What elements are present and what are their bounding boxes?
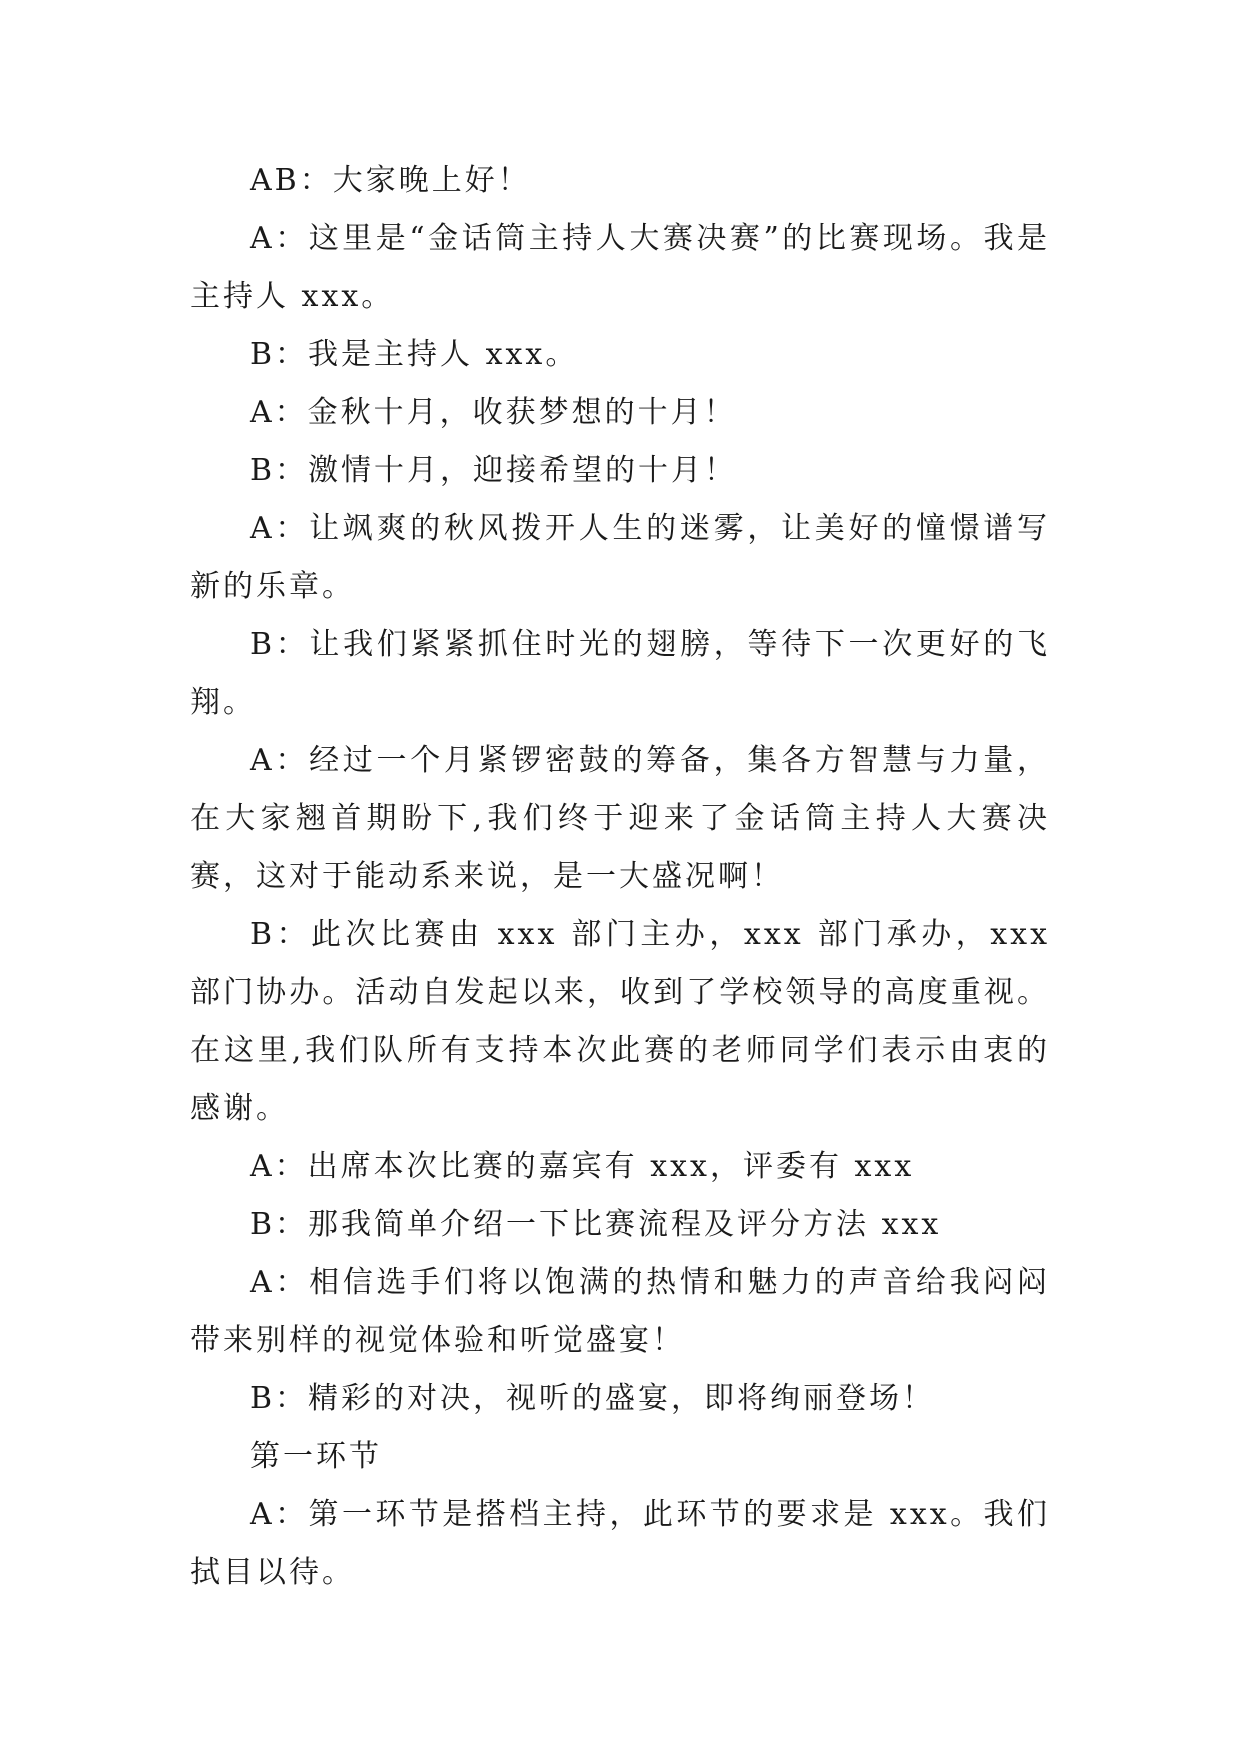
dialogue-paragraph: B：精彩的对决，视听的盛宴，即将绚丽登场！ [250, 1381, 936, 1416]
dialogue-paragraph: B：激情十月，迎接希望的十月！ [250, 453, 738, 488]
dialogue-paragraph: A：出席本次比赛的嘉宾有 xxx，评委有 xxx [250, 1149, 915, 1184]
dialogue-paragraph: B：此次比赛由 xxx 部门主办，xxx 部门承办，xxx 部门协办。活动自发起以来，收到了学校领导的高度重视。在这里,我们队所有支持本次此赛的老师同学们表示由衷的感谢。 [190, 917, 1050, 1126]
dialogue-paragraph: A：经过一个月紧锣密鼓的筹备，集各方智慧与力量，在大家翘首期盼下,我们终于迎来了金话筒主持人大赛决赛，这对于能动系来说，是一大盛况啊！ [190, 743, 1050, 894]
dialogue-paragraph: B：那我简单介绍一下比赛流程及评分方法 xxx [250, 1207, 942, 1242]
dialogue-paragraph: A：金秋十月，收获梦想的十月！ [250, 395, 737, 430]
document-page [190, 152, 1050, 1602]
dialogue-paragraph: A：让飒爽的秋风拨开人生的迷雾，让美好的憧憬谱写新的乐章。 [190, 511, 1050, 604]
dialogue-paragraph: AB：大家晚上好！ [250, 163, 531, 198]
dialogue-paragraph: B：我是主持人 xxx。 [250, 337, 579, 372]
dialogue-paragraph: A：相信选手们将以饱满的热情和魅力的声音给我闷闷带来别样的视觉体验和听觉盛宴！ [190, 1265, 1050, 1358]
dialogue-paragraph: B：让我们紧紧抓住时光的翅膀，等待下一次更好的飞翔。 [190, 627, 1050, 720]
dialogue-paragraph: A：第一环节是搭档主持，此环节的要求是 xxx。我们拭目以待。 [190, 1497, 1050, 1590]
dialogue-paragraph: A：这里是“金话筒主持人大赛决赛”的比赛现场。我是主持人 xxx。 [190, 221, 1050, 314]
section-heading: 第一环节 [250, 1439, 382, 1474]
